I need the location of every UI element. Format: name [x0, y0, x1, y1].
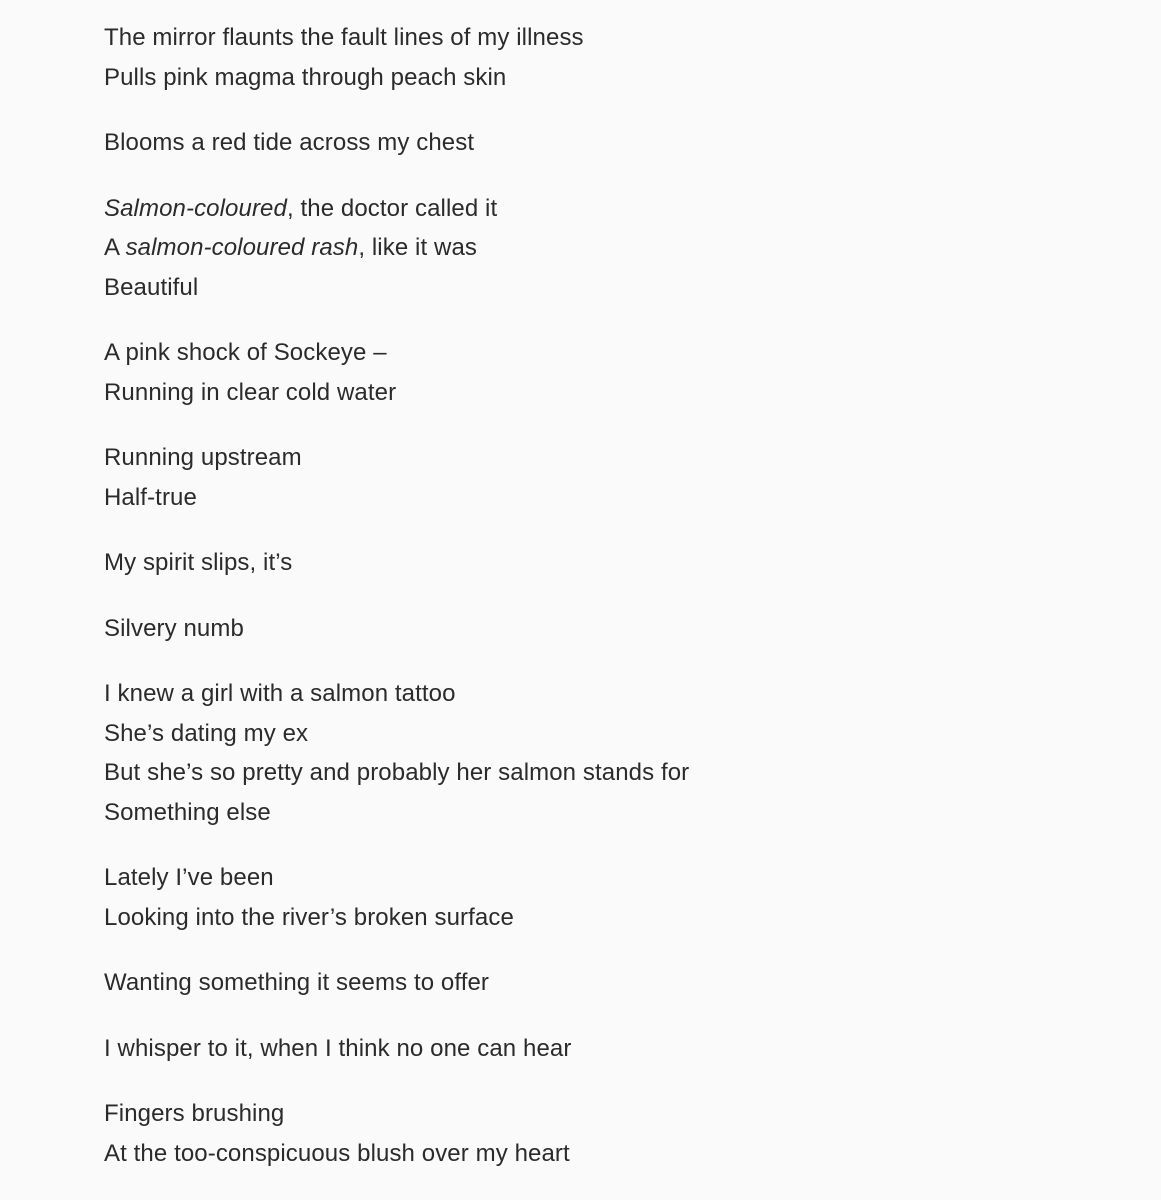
poem-line [104, 543, 1104, 583]
line-text: A pink shock of Sockeye – [104, 339, 387, 366]
stanza [104, 189, 1104, 308]
poem-line [104, 674, 1104, 714]
poem-line [104, 858, 1104, 898]
line-text: Wanting something it seems to offer [104, 969, 490, 996]
line-text: , like it was [358, 234, 478, 261]
poem-line [104, 189, 1104, 229]
poem-line [104, 963, 1104, 1003]
poem-line [104, 1094, 1104, 1134]
line-text: My spirit slips, it’s [104, 549, 293, 576]
line-text: Half-true [104, 483, 197, 511]
stanza [104, 674, 1104, 832]
poem-line [104, 793, 1104, 833]
poem-line [104, 268, 1104, 308]
line-text: At the too-conspicuous blush over my heart [104, 1139, 570, 1167]
line-text: Beautiful [104, 273, 199, 301]
poem-line [104, 609, 1104, 649]
line-text: Looking into the river’s broken surface [104, 903, 514, 931]
line-text: Pulls pink magma through peach skin [104, 63, 507, 91]
poem-line [104, 438, 1104, 478]
poem-body [104, 18, 1104, 1199]
poem-line [104, 18, 1104, 58]
poem-line [104, 478, 1104, 518]
line-text: But she’s so pretty and probably her salmon stands for [104, 759, 690, 786]
stanza [104, 18, 1104, 97]
line-text: I whisper to it, when I think no one can hear [104, 1034, 572, 1062]
italic-text: salmon-coloured rash [125, 234, 359, 261]
line-text: , the doctor called it [286, 194, 498, 222]
poem-line [104, 123, 1104, 163]
line-text: Running in clear cold water [104, 378, 397, 406]
poem-line [104, 714, 1104, 754]
stanza [104, 609, 1104, 649]
poem-line [104, 898, 1104, 938]
italic-text: Salmon-coloured [104, 194, 287, 222]
line-text: She’s dating my ex [104, 719, 309, 747]
line-text: A [104, 234, 126, 261]
line-text: Running upstream [104, 444, 302, 471]
stanza [104, 1094, 1104, 1173]
line-text: Blooms a red tide across my chest [104, 129, 475, 156]
stanza [104, 123, 1104, 163]
stanza [104, 963, 1104, 1003]
poem-line [104, 58, 1104, 98]
line-text: Something else [104, 798, 271, 826]
poem-line [104, 753, 1104, 793]
line-text: Silvery numb [104, 614, 244, 642]
poem-line [104, 373, 1104, 413]
stanza [104, 543, 1104, 583]
poem-line [104, 228, 1104, 268]
line-text: Fingers brushing [104, 1100, 285, 1127]
stanza [104, 333, 1104, 412]
line-text: The mirror flaunts the fault lines of my illness [104, 24, 584, 51]
line-text: I knew a girl with a salmon tattoo [104, 680, 456, 707]
stanza [104, 438, 1104, 517]
stanza [104, 1029, 1104, 1069]
poem-line [104, 333, 1104, 373]
stanza [104, 858, 1104, 937]
line-text: Lately I’ve been [104, 864, 274, 891]
poem-line [104, 1134, 1104, 1174]
poem-line [104, 1029, 1104, 1069]
